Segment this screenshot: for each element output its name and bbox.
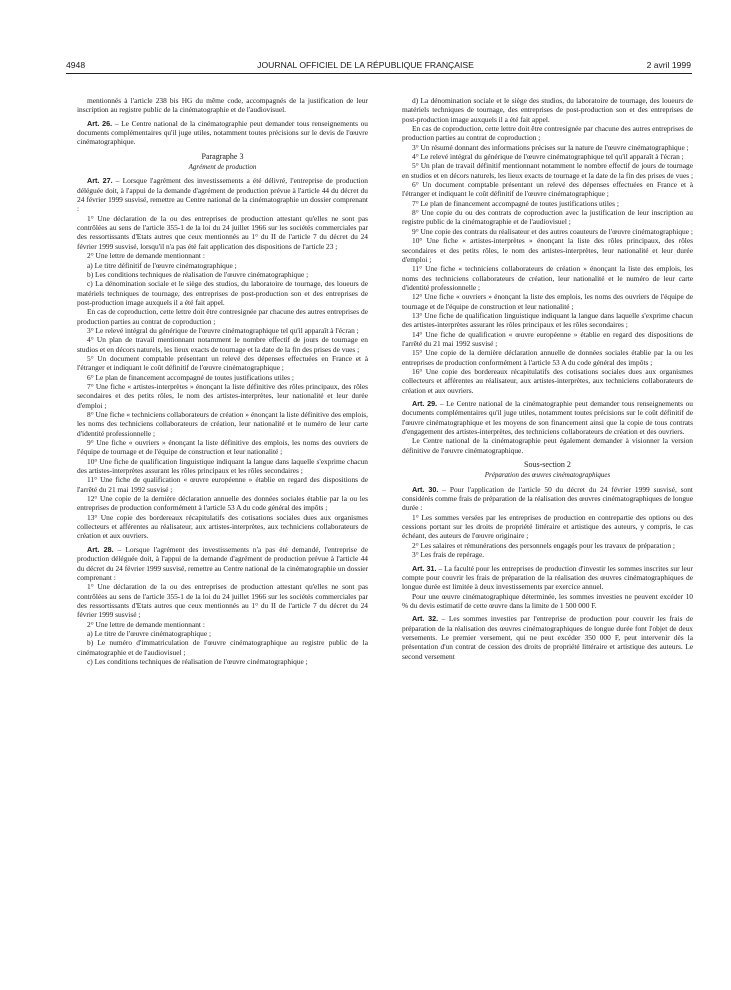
paragraph	[402, 161, 693, 180]
paragraph	[402, 199, 693, 208]
paragraph	[402, 124, 693, 143]
paragraph	[402, 367, 693, 395]
paragraph	[402, 513, 693, 541]
paragraph-text: – Lorsque l'agrément des investissements a été délivré, l'entreprise de production déléguée doit, à l'appui de la demande d'agrément de production prévue à l'article 44 du décret du 24 février 1999 susvisé, remettre au Centre national de la cinématographie un dossier comprenant :	[77, 176, 368, 214]
paragraph-text: 11° Une fiche de qualification « œuvre européenne » établie en regard des dispositions de l'arrêté du 21 mai 1992 susvisé ;	[77, 475, 368, 494]
paragraph	[77, 279, 368, 307]
paragraph	[402, 348, 693, 367]
paragraph-text: 14° Une fiche de qualification « œuvre européenne » établie en regard des dispositions de l'arrêté du 21 mai 1992 susvisé ;	[402, 329, 693, 348]
paragraph	[77, 620, 368, 629]
paragraph	[77, 513, 368, 541]
article-paragraph	[77, 545, 368, 582]
paragraph-text: 3° Un résumé donnant des informations précises sur la nature de l'œuvre cinématographique ;	[412, 142, 689, 152]
paragraph	[402, 436, 693, 455]
issue-date: 2 avril 1999	[646, 60, 691, 70]
paragraph-text: 7° Le plan de financement accompagné de toutes justifications utiles ;	[412, 198, 619, 208]
paragraph	[77, 307, 368, 326]
paragraph-text: mentionnés à l'article 238 bis HG du même code, accompagnés de la justification de leur inscription au registre public de la cinématographie et de l'audiovisuel.	[77, 96, 368, 115]
paragraph	[77, 638, 368, 657]
paragraph-text: En cas de coproduction, cette lettre doit être contresignée par chacune des autres entreprises de production parties au contrat de coproduction ;	[402, 124, 693, 143]
article-paragraph	[77, 176, 368, 213]
paragraph-text: 3° Les frais de repérage.	[412, 550, 485, 560]
paragraph	[402, 541, 693, 550]
paragraph-text: 9° Une fiche « ouvriers » énonçant la liste définitive des emplois, les noms des ouvriers de l'équipe de tournage et de l'équipe de construction et leur nationalité ;	[77, 438, 368, 457]
paragraph	[402, 330, 693, 349]
paragraph	[77, 373, 368, 382]
paragraph-text: b) Les conditions techniques de réalisation de l'œuvre cinématographique ;	[87, 269, 309, 279]
paragraph	[402, 292, 693, 311]
article-number: Art. 29.	[412, 399, 438, 408]
paragraph-text: 5° Un document comptable présentant un relevé des dépenses effectuées en France et à l'étranger et indiquant le coût définitif de l'œuvre cinématographique ;	[77, 353, 368, 373]
paragraph-text: a) Le titre de l'œuvre cinématographique ;	[87, 628, 212, 638]
paragraph	[77, 335, 368, 354]
paragraph	[77, 214, 368, 251]
paragraph	[402, 236, 693, 264]
article-paragraph	[77, 119, 368, 147]
paragraph-text: 16° Une copie des bordereaux récapitulatifs des cotisations sociales dues aux organismes collecteurs et afférentes au réalisateur, aux artistes-interprètes, aux techniciens collaborateurs de création et aux ouvriers.	[402, 366, 693, 395]
journal-title: JOURNAL OFFICIEL DE LA RÉPUBLIQUE FRANÇAISE	[257, 60, 474, 70]
section-subheading: Préparation des œuvres cinématographiques	[484, 471, 611, 480]
paragraph-text: c) Les conditions techniques de réalisation de l'œuvre cinématographique ;	[87, 656, 308, 666]
article-paragraph	[402, 485, 693, 513]
paragraph-text: 1° Les sommes versées par les entreprises de production en contrepartie des options ou des cessions portant sur les droits de propriété littéraire et artistique des auteurs, y compris, le cas échéant, des auteurs de l'œuvre originaire ;	[402, 512, 693, 541]
paragraph-text: 5° Un plan de travail définitif mentionnant notamment le nombre effectif de jours de tournage en studios et en décors naturels, les lieux exacts de tournage et la date de la fin des prises de vues ;	[402, 161, 694, 180]
paragraph	[77, 494, 368, 513]
paragraph-text: b) Le numéro d'immatriculation de l'œuvre cinématographique au registre public de la cinématographie et de l'audiovisuel ;	[77, 638, 368, 657]
paragraph-text: 6° Un document comptable présentant un relevé des dépenses effectuées en France et à l'étranger et indiquant le coût définitif de l'œuvre cinématographique ;	[402, 180, 693, 199]
paragraph-text: 12° Une fiche « ouvriers » énonçant la liste des emplois, les noms des ouvriers de l'équipe de tournage et de l'équipe de construction et leur nationalité ;	[402, 292, 693, 311]
article-paragraph	[402, 614, 693, 661]
paragraph	[77, 657, 368, 666]
paragraph-text: 4° Le relevé intégral du générique de l'œuvre cinématographique tel qu'il apparaît à l'écran ;	[412, 152, 684, 162]
paragraph-text: – Le Centre national de la cinématographie peut demander tous renseignements ou documents complémentaires qu'il juge utiles, notamment toutes précisions sur le coût définitif de l'œuvre cinématographique et les moyens de son financement ainsi que la copie de tous contrats d'engagement des artistes-interprètes, des techniciens collaborateurs de création et des ouvriers.	[402, 399, 693, 437]
paragraph-text: 8° Une fiche « techniciens collaborateurs de création » énonçant la liste définitive des emplois, les noms des techniciens collaborateurs de création, leur nationalité et le numéro de leur carte d'identité professionnelle ;	[77, 410, 368, 438]
paragraph	[402, 143, 693, 152]
paragraph-text: d) La dénomination sociale et le siège des studios, du laboratoire de tournage, des loueurs de matériels techniques de tournage, des entreprises de post-production son et des entreprises de post-production image auxquels il a été fait appel.	[402, 96, 693, 124]
article-number: Art. 28.	[87, 544, 114, 554]
paragraph-text: – Le Centre national de la cinématographie peut demander tous renseignements ou documents complémentaires qu'il juge utiles, notamment toutes précisions sur le devis de l'œuvre cinématographique.	[77, 118, 368, 147]
paragraph-text: 3° Le relevé intégral du générique de l'œuvre cinématographique tel qu'il apparaît à l'écran ;	[87, 325, 359, 335]
paragraph	[77, 326, 368, 335]
paragraph-text: 2° Une lettre de demande mentionnant :	[87, 619, 205, 629]
paragraph	[77, 582, 368, 619]
paragraph	[402, 208, 693, 227]
paragraph	[77, 270, 368, 279]
paragraph-text: 1° Une déclaration de la ou des entreprises de production attestant qu'elles ne sont pas contrôlées au sens de l'article 355-1 de la loi du 24 juillet 1966 sur les sociétés commerciales par des ressortissants d'Etats autres que ceux mentionnés au 1° du II de l'article 7 du décret du 24 février 1999 susvisé, lorsqu'il n'a pas été fait application des dispositions de l'article 23 ;	[77, 213, 368, 251]
paragraph-text: – Les sommes investies par l'entreprise de production pour couvrir les frais de préparation de la réalisation des œuvres cinématographiques de longue durée font l'objet de deux versements. Le premier versement, qui ne peut excéder 350 000 F, peut intervenir dès la présentation d'un contrat de cession des droits de propriété littéraire et artistique des auteurs. Le second versement	[402, 614, 694, 661]
article-number: Art. 32.	[412, 614, 439, 624]
header-rule	[66, 73, 692, 74]
paragraph-text: 1° Une déclaration de la ou des entreprises de production attestant qu'elles ne sont pas contrôlées au sens de l'article 355-1 de la loi du 24 juillet 1966 sur les sociétés commerciales par des ressortissants d'Etats autres que ceux mentionnés au 1° du II de l'article 7 du décret du 24 février 1999 susvisé ;	[77, 582, 368, 620]
paragraph	[402, 180, 693, 199]
paragraph-text: Le Centre national de la cinématographie peut également demander à visionner la version définitive de l'œuvre cinématographique.	[402, 436, 693, 455]
paragraph-text: 15° Une copie de la dernière déclaration annuelle de données sociales établie par la ou les entreprises de production conformément à l'article 53 A du code général des impôts ;	[402, 348, 693, 367]
paragraph-text: 6° Le plan de financement accompagné de toutes justifications utiles ;	[87, 372, 294, 382]
paragraph	[77, 96, 368, 115]
paragraph	[77, 410, 368, 438]
paragraph-text: a) Le titre définitif de l'œuvre cinématographique ;	[87, 260, 237, 270]
article-number: Art. 31.	[412, 563, 437, 573]
paragraph-text: 10° Une fiche de qualification linguistique indiquant la langue dans laquelle s'exprime chacun des artistes-interprètes assurant les rôles principaux et les rôles secondaires ;	[77, 456, 368, 476]
right-column	[402, 96, 693, 661]
paragraph-text: 12° Une copie de la dernière déclaration annuelle des données sociales établie par la ou les entreprises de production conformément à l'article 53 A du code général des impôts ;	[77, 494, 368, 513]
paragraph-text: 11° Une fiche « techniciens collaborateurs de création » énonçant la liste des emplois, les noms des techniciens collaborateurs de création, leur nationalité et le numéro de leur carte d'identité professionnelle ;	[402, 264, 693, 292]
page-number: 4948	[66, 60, 86, 70]
section-subheading: Agrément de production	[188, 163, 257, 172]
paragraph	[402, 311, 693, 330]
paragraph-text: – La faculté pour les entreprises de production d'investir les sommes inscrites sur leur compte pour couvrir les frais de préparation de la réalisation des œuvres cinématographiques de longue durée est limitée à deux investissements par exercice annuel.	[402, 563, 693, 592]
paragraph-text: 8° Une copie du ou des contrats de coproduction avec la justification de leur inscription au registre public de la cinématographie et de l'audiovisuel ;	[402, 208, 693, 227]
paragraph	[77, 354, 368, 373]
paragraph	[402, 550, 693, 559]
paragraph	[77, 438, 368, 457]
paragraph-text: – Lorsque l'agrément des investissements n'a pas été demandé, l'entreprise de production déléguée doit, à l'appui de la demande d'agrément de production prévue à l'article 44 du décret du 24 février 1999 susvisé, remettre au Centre national de la cinématographie un dossier comprenant :	[77, 544, 368, 582]
paragraph-text: 2° Les salaires et rémunérations des personnels engagés pour les travaux de préparation ;	[412, 540, 675, 550]
paragraph-text: 7° Une fiche « artistes-interprètes » énonçant la liste définitive des rôles principaux, des rôles secondaires et des petits rôles, le nom des artistes-interprètes, leur nationalité et leur durée d'emploi ;	[77, 381, 368, 410]
paragraph-text: – Pour l'application de l'article 50 du décret du 24 février 1999 susvisé, sont considérés comme frais de préparation de la réalisation des œuvres cinématographiques de longue durée :	[402, 484, 693, 513]
paragraph	[77, 261, 368, 270]
paragraph	[402, 264, 693, 292]
paragraph-text: 10° Une fiche « artistes-interprètes » énonçant la liste des rôles principaux, des rôles secondaires et des petits rôles, le nom des artistes-interprètes, leur nationalité et leur durée d'emploi ;	[402, 236, 693, 264]
left-column	[77, 96, 368, 666]
paragraph	[402, 592, 693, 611]
article-paragraph	[402, 399, 693, 436]
paragraph-text: 9° Une copie des contrats du réalisateur et des autres coauteurs de l'œuvre cinématographique ;	[412, 226, 693, 236]
section-heading: Sous-section 2	[524, 460, 571, 470]
paragraph	[77, 629, 368, 638]
article-number: Art. 27.	[87, 176, 113, 186]
paragraph	[77, 382, 368, 410]
paragraph-text: 13° Une copie des bordereaux récapitulatifs des cotisations sociales dues aux organismes collecteurs et afférentes au réalisateur, aux artistes-interprètes, aux techniciens collaborateurs de création et aux ouvriers.	[77, 512, 368, 541]
paragraph-text: 2° Une lettre de demande mentionnant :	[87, 251, 205, 261]
paragraph	[402, 227, 693, 236]
paragraph	[402, 96, 693, 124]
section-heading: Paragraphe 3	[201, 151, 244, 161]
paragraph-text: c) La dénomination sociale et le siège des studios, du laboratoire de tournage, des loueurs de matériels techniques de tournage, des entreprises de post-production son et des entreprises de post-production image auxquels il a été fait appel.	[77, 279, 368, 307]
paragraph	[77, 251, 368, 260]
article-paragraph	[402, 564, 693, 592]
paragraph-text: 13° Une fiche de qualification linguistique indiquant la langue dans laquelle s'exprime chacun des artistes-interprètes assurant les rôles principaux et les rôles secondaires ;	[402, 310, 693, 330]
article-number: Art. 30.	[412, 484, 439, 494]
paragraph-text: 4° Un plan de travail mentionnant notamment le nombre effectif de jours de tournage en studios et en décors naturels, les lieux exacts de tournage et la date de la fin des prises de vues ;	[77, 335, 368, 354]
paragraph-text: Pour une œuvre cinématographique déterminée, les sommes investies ne peuvent excéder 10 % du devis estimatif de cette œuvre dans la limite de 1 500 000 F.	[402, 591, 693, 610]
paragraph	[77, 475, 368, 494]
page-header	[0, 0, 731, 80]
paragraph	[77, 457, 368, 476]
paragraph-text: En cas de coproduction, cette lettre doit être contresignée par chacune des autres entreprises de production parties au contrat de coproduction ;	[77, 307, 368, 326]
paragraph	[402, 152, 693, 161]
article-number: Art. 26.	[87, 118, 113, 128]
